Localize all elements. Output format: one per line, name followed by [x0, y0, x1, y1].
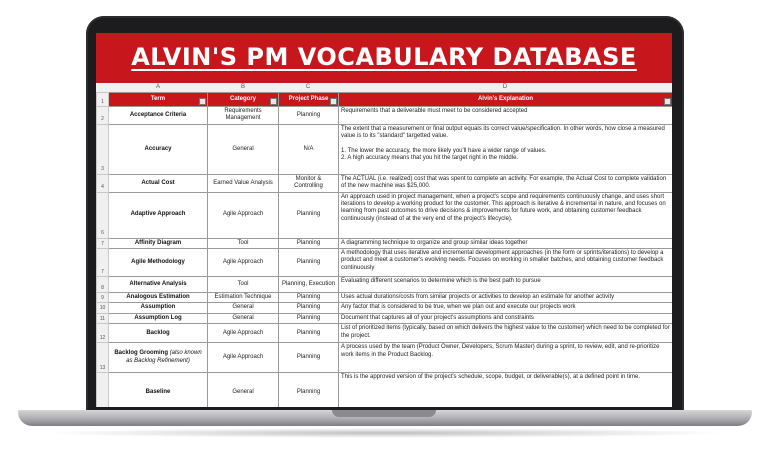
row-number: 7	[97, 238, 109, 248]
header-project-phase[interactable]: Project Phase	[279, 93, 339, 107]
explanation-cell[interactable]	[339, 238, 673, 248]
explanation-line: Evaluating different scenarios to determine which is the best path to pursue	[341, 278, 541, 285]
table-row	[97, 293, 673, 303]
row-number: 12	[97, 324, 109, 343]
laptop-shadow	[40, 428, 730, 438]
term-text: Agile Methodology	[131, 258, 185, 265]
phase-cell[interactable]: Planning	[279, 107, 339, 125]
explanation-cell[interactable]	[339, 343, 673, 373]
table-row	[97, 174, 673, 192]
phase-cell[interactable]: Planning	[279, 303, 339, 313]
table-row	[97, 324, 673, 343]
spreadsheet	[96, 92, 672, 407]
term-text: Baseline	[145, 389, 171, 396]
term-text: Alternative Analysis	[129, 280, 187, 287]
table-row	[97, 303, 673, 313]
explanation-line: Requirements that a deliverable must meet to be considered accepted	[341, 108, 528, 114]
term-cell[interactable]	[109, 277, 208, 293]
laptop-screen	[96, 33, 672, 407]
explanation-line: The extent that a measurement or final output equals its correct value/specification. In other words, how close a measured value is to its "standard" targetted value.	[341, 125, 665, 140]
term-note: (also known as Backlog Refinement)	[126, 350, 202, 364]
header-explanation[interactable]: Alvin's Explanation	[339, 93, 673, 107]
header-category[interactable]: Category	[208, 93, 279, 107]
term-cell[interactable]	[109, 313, 208, 323]
row-number: 9	[97, 293, 109, 303]
term-cell[interactable]	[109, 373, 208, 407]
explanation-cell[interactable]	[339, 249, 673, 277]
category-cell[interactable]: Estimation Technique	[208, 293, 279, 303]
term-cell[interactable]	[109, 238, 208, 248]
explanation-line: Any factor that is considered to be true, when we plan out and execute our projects work	[341, 304, 576, 311]
explanation-cell[interactable]	[339, 277, 673, 293]
phase-cell[interactable]: Planning	[279, 313, 339, 323]
header-row	[97, 93, 673, 107]
table-row	[97, 192, 673, 238]
row-number: 13	[97, 343, 109, 373]
phase-cell[interactable]: Planning	[279, 373, 339, 407]
category-cell[interactable]: Agile Approach	[208, 192, 279, 238]
explanation-line: The ACTUAL (i.e. realized) cost that was spent to complete an activity. For example, the Actual Cost to complete validation of the new machine was $25,000.	[341, 175, 667, 190]
row-number: 3	[97, 124, 109, 174]
title-banner	[96, 33, 672, 83]
explanation-cell[interactable]	[339, 373, 673, 407]
filter-dropdown-icon[interactable]	[330, 98, 337, 105]
explanation-line: List of prioritized items (typically, based on which delivers the highest value to the customer) which need to be completed for the project.	[341, 325, 670, 339]
explanation-cell[interactable]	[339, 192, 673, 238]
table-row	[97, 124, 673, 174]
term-cell[interactable]	[109, 124, 208, 174]
explanation-cell[interactable]	[339, 174, 673, 192]
term-cell[interactable]	[109, 324, 208, 343]
term-text: Backlog Grooming	[114, 350, 168, 357]
term-text: Adaptive Approach	[130, 211, 186, 218]
row-number: 7	[97, 249, 109, 277]
explanation-line: 2. A high accuracy means that you hit the target right in the middle.	[341, 155, 519, 162]
term-cell[interactable]	[109, 293, 208, 303]
term-text: Acceptance Criteria	[129, 111, 187, 118]
row-number	[97, 373, 109, 407]
filter-dropdown-icon[interactable]	[664, 98, 671, 105]
header-term[interactable]: Term	[109, 93, 208, 107]
row-number: 8	[97, 277, 109, 293]
row-number: 1	[97, 93, 109, 107]
phase-cell[interactable]: Planning	[279, 192, 339, 238]
table-row	[97, 277, 673, 293]
table-row	[97, 373, 673, 407]
column-letter-b[interactable]: B	[240, 84, 245, 90]
column-letter-c[interactable]: C	[305, 84, 311, 90]
explanation-line: Document that captures all of your project's assumptions and constraints	[341, 314, 534, 321]
category-cell[interactable]: Requirements Management	[208, 107, 279, 125]
explanation-line: A process used by the team (Product Owner, Developers, Scrum Master) during a sprint, to review, edit, and re-prioritize work items in the Product Backlog.	[341, 344, 660, 358]
row-number: 4	[97, 174, 109, 192]
table-row	[97, 249, 673, 277]
category-cell[interactable]: Tool	[208, 277, 279, 293]
table-row	[97, 238, 673, 248]
explanation-cell[interactable]	[339, 313, 673, 323]
phase-cell[interactable]: Monitor & Controlling	[279, 174, 339, 192]
filter-dropdown-icon[interactable]	[199, 98, 206, 105]
table-row	[97, 313, 673, 323]
category-cell[interactable]: General	[208, 124, 279, 174]
term-text: Backlog	[146, 329, 170, 336]
category-cell[interactable]: Agile Approach	[208, 343, 279, 373]
term-text: Affinity Diagram	[134, 239, 182, 246]
term-cell[interactable]	[109, 174, 208, 192]
term-cell[interactable]	[109, 107, 208, 125]
column-letter-d[interactable]: D	[502, 84, 508, 90]
phase-cell[interactable]: Planning	[279, 324, 339, 343]
explanation-line: A methodology that uses iterative and incremental development approaches (in the form or sprints/iterations) to develop a product and meet a customer's evolving needs. Focuses on working in smaller batches, and obtaining customer feedback continuously	[341, 250, 664, 271]
category-cell[interactable]: Tool	[208, 238, 279, 248]
explanation-cell[interactable]	[339, 293, 673, 303]
laptop-hinge-notch	[332, 410, 436, 417]
term-text: Assumption	[140, 304, 176, 311]
explanation-cell[interactable]	[339, 107, 673, 125]
explanation-line: Uses actual durations/costs from similar projects or activities to develop an estimate for another activity	[341, 294, 615, 301]
phase-cell[interactable]: Planning	[279, 293, 339, 303]
row-number: 2	[97, 107, 109, 125]
row-number: 10	[97, 303, 109, 313]
explanation-line: 1. The lower the accuracy, the more likely you'll have a wider range of values.	[341, 147, 547, 154]
explanation-line: A diagramming technique to organize and group similar ideas together	[341, 239, 528, 246]
term-cell[interactable]	[109, 343, 208, 373]
term-text: Analogous Estimation	[126, 294, 190, 301]
phase-cell[interactable]: Planning	[279, 238, 339, 248]
explanation-line: This is the approved version of the project's schedule, scope, budget, or deliverable(s), at a defined point in time.	[341, 374, 640, 381]
vocabulary-table	[96, 92, 672, 407]
phase-cell[interactable]: Planning, Execution	[279, 277, 339, 293]
term-cell[interactable]	[109, 303, 208, 313]
explanation-cell[interactable]	[339, 324, 673, 343]
term-text: Actual Cost	[141, 179, 175, 186]
category-cell[interactable]: General	[208, 313, 279, 323]
explanation-cell[interactable]	[339, 303, 673, 313]
table-row	[97, 343, 673, 373]
column-letter-a[interactable]: A	[155, 84, 160, 90]
page-title: ALVIN'S PM VOCABULARY DATABASE	[131, 43, 637, 71]
category-cell[interactable]: General	[208, 303, 279, 313]
term-cell[interactable]	[109, 249, 208, 277]
phase-cell[interactable]: N/A	[279, 124, 339, 174]
phase-cell[interactable]: Planning	[279, 249, 339, 277]
phase-cell[interactable]: Planning	[279, 343, 339, 373]
term-text: Assumption Log	[134, 314, 182, 321]
category-cell[interactable]: Earned Value Analysis	[208, 174, 279, 192]
term-cell[interactable]	[109, 192, 208, 238]
filter-dropdown-icon[interactable]	[270, 98, 277, 105]
category-cell[interactable]: General	[208, 373, 279, 407]
category-cell[interactable]: Agile Approach	[208, 249, 279, 277]
table-row	[97, 107, 673, 125]
explanation-cell[interactable]	[339, 124, 673, 174]
explanation-line	[341, 141, 670, 148]
category-cell[interactable]: Agile Approach	[208, 324, 279, 343]
explanation-line: An approach used in project management, when a project's scope and requirements continuously change, and uses short iterations to develop a working product for the customer. This approach is iterative & incremental in nature, and focuses on learning from past outcomes to drive decisions & improvements for future work, and obtaining customer feedback continuously (instead of at the very end of the project's lifecycle).	[341, 193, 666, 222]
term-text: Accuracy	[144, 145, 172, 152]
row-number: 11	[97, 313, 109, 323]
row-number: 6	[97, 192, 109, 238]
